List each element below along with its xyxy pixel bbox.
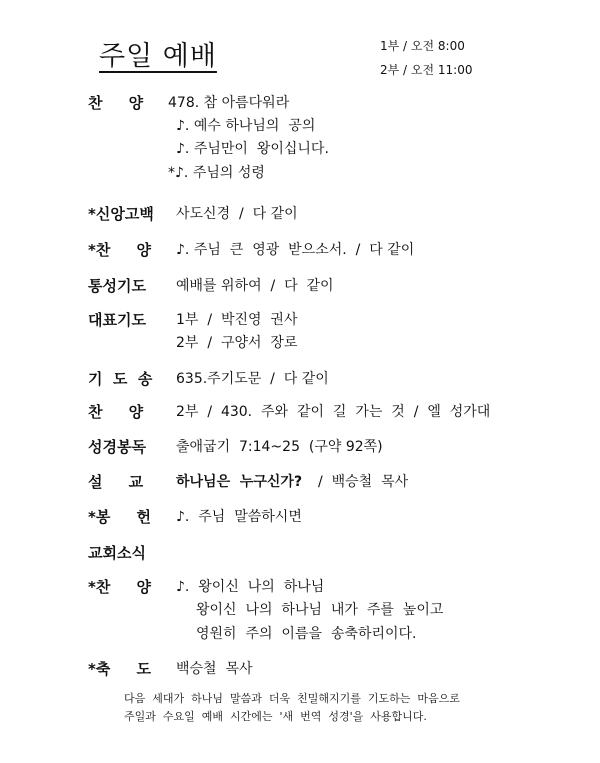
- order-item-label: 교회소식: [88, 544, 146, 562]
- order-item-label: *축 도: [88, 660, 151, 678]
- order-item-label: 성경봉독: [88, 438, 146, 456]
- order-item-label: 찬 양: [88, 94, 144, 112]
- notice-line-1: 다음 세대가 하나님 말씀과 더욱 친밀해지기를 기도하는 마음으로: [124, 692, 460, 705]
- order-item-label: 통성기도: [88, 277, 146, 295]
- notice-line-2: 주일과 수요일 예배 시간에는 '새 번역 성경'을 사용합니다.: [124, 710, 427, 723]
- order-item-label: *찬 양: [88, 578, 151, 596]
- service-time-1: 1부 / 오전 8:00: [380, 39, 465, 53]
- order-item-line: 백승철 목사: [176, 661, 253, 677]
- order-item-line: 2부 / 구양서 장로: [176, 335, 298, 351]
- order-item-line: ♪. 예수 하나님의 공의: [176, 118, 316, 134]
- order-item-line: / 백승철 목사: [318, 474, 409, 490]
- page-title: 주일 예배: [99, 41, 217, 72]
- order-item-line: *♪. 주님의 성령: [168, 165, 265, 181]
- order-item-label: 대표기도: [88, 311, 146, 329]
- order-item-label: 설 교: [88, 473, 144, 491]
- order-item-line: 출애굽기 7:14~25 (구약 92쪽): [176, 439, 383, 455]
- order-item-line: 사도신경 / 다 같이: [176, 206, 298, 222]
- order-item-line: 478. 참 아름다워라: [168, 95, 290, 111]
- service-time-2: 2부 / 오전 11:00: [380, 63, 473, 77]
- order-item-line: ♪. 주님만이 왕이십니다.: [176, 141, 329, 157]
- order-item-label: 기 도 송: [88, 370, 153, 388]
- order-item-line: 1부 / 박진영 권사: [176, 312, 298, 328]
- order-item-line: 왕이신 나의 하나님 내가 주를 높이고: [196, 602, 444, 618]
- order-item-line: 영원히 주의 이름을 송축하리이다.: [196, 626, 417, 642]
- order-item-line: ♪. 왕이신 나의 하나님: [176, 579, 325, 595]
- order-item-line: 635.주기도문 / 다 같이: [176, 371, 329, 387]
- order-item-label: *찬 양: [88, 241, 151, 259]
- order-item-line: ♪. 주님 말씀하시면: [176, 509, 302, 525]
- order-item-label: *봉 헌: [88, 508, 151, 526]
- order-item-label: *신앙고백: [88, 205, 154, 223]
- order-item-line: ♪. 주님 큰 영광 받으소서. / 다 같이: [176, 242, 415, 258]
- order-item-line: 하나님은 누구신가?: [176, 474, 303, 490]
- order-item-line: 예배를 위하여 / 다 같이: [176, 278, 334, 294]
- order-item-label: 찬 양: [88, 403, 144, 421]
- order-item-line: 2부 / 430. 주와 같이 길 가는 것 / 엘 성가대: [176, 404, 491, 420]
